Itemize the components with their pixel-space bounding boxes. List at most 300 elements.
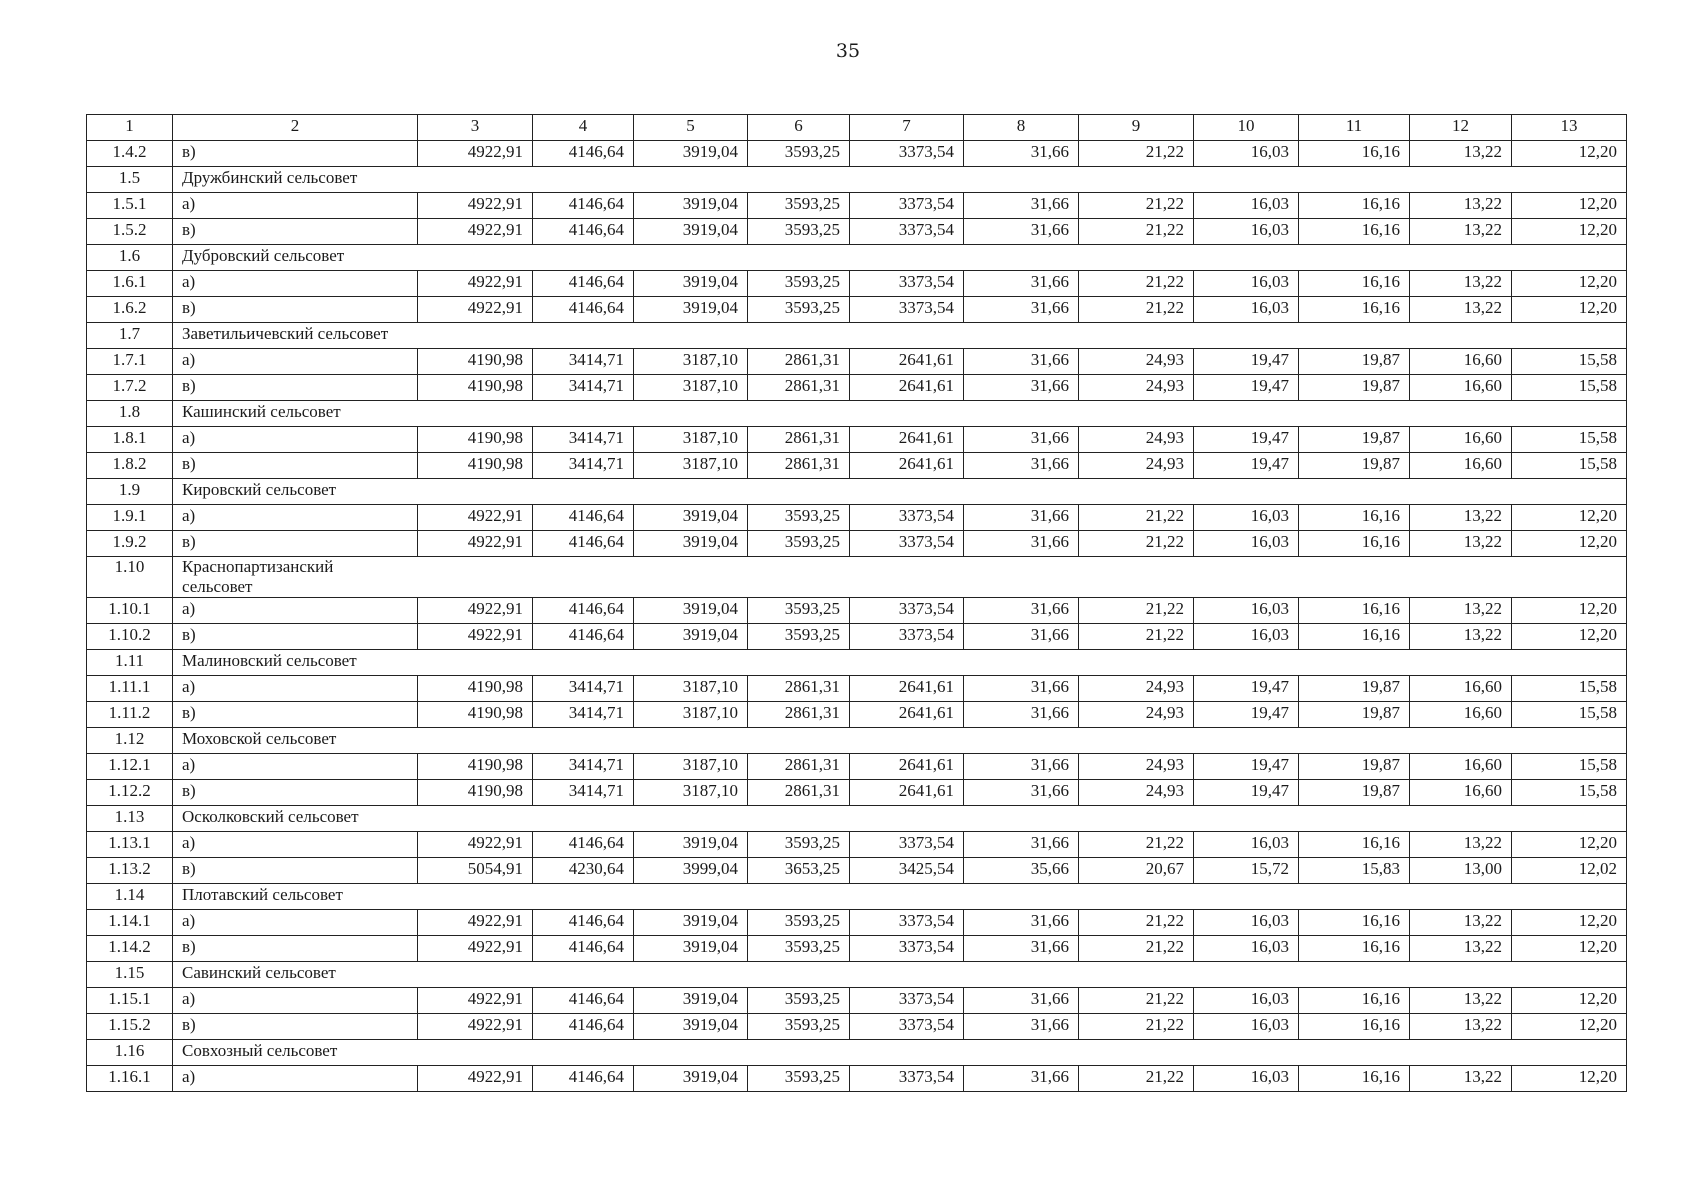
value-cell: 4146,64 — [533, 624, 634, 650]
row-label: а) — [173, 754, 418, 780]
value-cell: 4922,91 — [418, 531, 533, 557]
row-label: в) — [173, 453, 418, 479]
value-cell: 19,87 — [1299, 349, 1410, 375]
value-cell: 13,22 — [1410, 141, 1512, 167]
value-cell: 19,47 — [1194, 780, 1299, 806]
row-label: в) — [173, 141, 418, 167]
row-code: 1.10.1 — [87, 598, 173, 624]
value-cell: 4230,64 — [533, 858, 634, 884]
value-cell: 15,58 — [1512, 780, 1627, 806]
value-cell: 4922,91 — [418, 1066, 533, 1092]
value-cell: 31,66 — [964, 988, 1079, 1014]
value-cell: 13,22 — [1410, 598, 1512, 624]
value-cell: 16,16 — [1299, 193, 1410, 219]
row-code: 1.5.1 — [87, 193, 173, 219]
row-label: а) — [173, 349, 418, 375]
value-cell: 4146,64 — [533, 988, 634, 1014]
value-cell: 13,22 — [1410, 910, 1512, 936]
value-cell: 12,20 — [1512, 193, 1627, 219]
row-code: 1.15.2 — [87, 1014, 173, 1040]
value-cell: 31,66 — [964, 271, 1079, 297]
row-code: 1.13.2 — [87, 858, 173, 884]
value-cell: 16,03 — [1194, 832, 1299, 858]
value-cell: 4190,98 — [418, 453, 533, 479]
value-cell: 16,60 — [1410, 427, 1512, 453]
value-cell: 3919,04 — [634, 910, 748, 936]
row-code: 1.4.2 — [87, 141, 173, 167]
group-row — [87, 650, 1627, 676]
value-cell: 21,22 — [1079, 297, 1194, 323]
value-cell: 16,03 — [1194, 1066, 1299, 1092]
group-name-text: Малиновский сельсовет — [182, 651, 357, 670]
group-name — [173, 401, 1627, 427]
row-label: в) — [173, 531, 418, 557]
group-name — [173, 245, 1627, 271]
value-cell: 16,16 — [1299, 598, 1410, 624]
value-cell: 2861,31 — [748, 676, 850, 702]
group-name — [173, 728, 1627, 754]
value-cell: 19,47 — [1194, 676, 1299, 702]
value-cell: 13,00 — [1410, 858, 1512, 884]
row-label: а) — [173, 271, 418, 297]
row-label: а) — [173, 193, 418, 219]
value-cell: 31,66 — [964, 754, 1079, 780]
value-cell: 19,47 — [1194, 427, 1299, 453]
value-cell: 24,93 — [1079, 375, 1194, 401]
row-code: 1.8.2 — [87, 453, 173, 479]
row-label: в) — [173, 1014, 418, 1040]
value-cell: 15,83 — [1299, 858, 1410, 884]
group-name — [173, 884, 1627, 910]
value-cell: 16,16 — [1299, 505, 1410, 531]
value-cell: 3373,54 — [850, 531, 964, 557]
table-row — [87, 297, 1627, 323]
group-name-text: Краснопартизанский сельсовет — [182, 557, 334, 596]
value-cell: 12,20 — [1512, 936, 1627, 962]
group-name — [173, 1040, 1627, 1066]
value-cell: 3373,54 — [850, 193, 964, 219]
row-label: а) — [173, 910, 418, 936]
group-name-text: Дружбинский сельсовет — [182, 168, 358, 187]
table-row — [87, 676, 1627, 702]
row-label: в) — [173, 858, 418, 884]
value-cell: 16,03 — [1194, 193, 1299, 219]
value-cell: 3919,04 — [634, 141, 748, 167]
value-cell: 4146,64 — [533, 219, 634, 245]
group-name — [173, 557, 1627, 598]
table-row — [87, 910, 1627, 936]
group-name-text: Совхозный сельсовет — [182, 1041, 338, 1060]
value-cell: 31,66 — [964, 1014, 1079, 1040]
value-cell: 4922,91 — [418, 297, 533, 323]
value-cell: 3593,25 — [748, 598, 850, 624]
value-cell: 3187,10 — [634, 427, 748, 453]
value-cell: 4922,91 — [418, 936, 533, 962]
value-cell: 3593,25 — [748, 832, 850, 858]
value-cell: 31,66 — [964, 219, 1079, 245]
value-cell: 24,93 — [1079, 676, 1194, 702]
table-row — [87, 193, 1627, 219]
value-cell: 2641,61 — [850, 702, 964, 728]
value-cell: 4146,64 — [533, 505, 634, 531]
value-cell: 31,66 — [964, 702, 1079, 728]
row-label: а) — [173, 1066, 418, 1092]
row-code: 1.12.1 — [87, 754, 173, 780]
row-code: 1.15.1 — [87, 988, 173, 1014]
value-cell: 3187,10 — [634, 702, 748, 728]
value-cell: 16,03 — [1194, 141, 1299, 167]
value-cell: 21,22 — [1079, 936, 1194, 962]
header-cell: 1 — [87, 115, 173, 141]
value-cell: 21,22 — [1079, 505, 1194, 531]
row-code: 1.14.2 — [87, 936, 173, 962]
value-cell: 2641,61 — [850, 780, 964, 806]
value-cell: 2861,31 — [748, 453, 850, 479]
header-row — [87, 115, 1627, 141]
value-cell: 3425,54 — [850, 858, 964, 884]
value-cell: 16,60 — [1410, 676, 1512, 702]
row-code: 1.11.2 — [87, 702, 173, 728]
value-cell: 3373,54 — [850, 219, 964, 245]
value-cell: 16,60 — [1410, 349, 1512, 375]
value-cell: 4922,91 — [418, 832, 533, 858]
value-cell: 31,66 — [964, 624, 1079, 650]
row-code: 1.14.1 — [87, 910, 173, 936]
value-cell: 3414,71 — [533, 427, 634, 453]
value-cell: 3593,25 — [748, 141, 850, 167]
value-cell: 12,20 — [1512, 297, 1627, 323]
value-cell: 21,22 — [1079, 988, 1194, 1014]
value-cell: 3373,54 — [850, 1066, 964, 1092]
row-label: в) — [173, 780, 418, 806]
value-cell: 31,66 — [964, 427, 1079, 453]
value-cell: 12,20 — [1512, 1066, 1627, 1092]
value-cell: 3919,04 — [634, 297, 748, 323]
value-cell: 24,93 — [1079, 453, 1194, 479]
value-cell: 13,22 — [1410, 624, 1512, 650]
value-cell: 4190,98 — [418, 349, 533, 375]
value-cell: 16,16 — [1299, 624, 1410, 650]
value-cell: 4146,64 — [533, 910, 634, 936]
value-cell: 3373,54 — [850, 832, 964, 858]
header-cell: 6 — [748, 115, 850, 141]
value-cell: 4922,91 — [418, 624, 533, 650]
value-cell: 16,16 — [1299, 297, 1410, 323]
value-cell: 15,58 — [1512, 427, 1627, 453]
table-body — [87, 115, 1627, 1092]
value-cell: 31,66 — [964, 349, 1079, 375]
value-cell: 13,22 — [1410, 936, 1512, 962]
row-code: 1.14 — [87, 884, 173, 910]
value-cell: 19,87 — [1299, 780, 1410, 806]
value-cell: 4190,98 — [418, 754, 533, 780]
row-code: 1.5 — [87, 167, 173, 193]
value-cell: 15,58 — [1512, 349, 1627, 375]
value-cell: 21,22 — [1079, 219, 1194, 245]
value-cell: 2861,31 — [748, 702, 850, 728]
row-code: 1.9 — [87, 479, 173, 505]
value-cell: 15,58 — [1512, 453, 1627, 479]
value-cell: 3414,71 — [533, 780, 634, 806]
value-cell: 3919,04 — [634, 1014, 748, 1040]
value-cell: 2861,31 — [748, 427, 850, 453]
value-cell: 16,60 — [1410, 780, 1512, 806]
value-cell: 19,87 — [1299, 375, 1410, 401]
group-name-text: Кировский сельсовет — [182, 480, 337, 499]
value-cell: 13,22 — [1410, 219, 1512, 245]
value-cell: 21,22 — [1079, 193, 1194, 219]
value-cell: 4146,64 — [533, 936, 634, 962]
row-label: а) — [173, 988, 418, 1014]
header-cell: 2 — [173, 115, 418, 141]
value-cell: 21,22 — [1079, 910, 1194, 936]
value-cell: 31,66 — [964, 832, 1079, 858]
group-row — [87, 728, 1627, 754]
value-cell: 24,93 — [1079, 349, 1194, 375]
row-label: а) — [173, 427, 418, 453]
value-cell: 3187,10 — [634, 453, 748, 479]
table-row — [87, 858, 1627, 884]
row-label: в) — [173, 375, 418, 401]
table-row — [87, 702, 1627, 728]
value-cell: 12,20 — [1512, 271, 1627, 297]
table-row — [87, 505, 1627, 531]
table-row — [87, 1066, 1627, 1092]
table-row — [87, 427, 1627, 453]
value-cell: 16,03 — [1194, 297, 1299, 323]
group-row — [87, 479, 1627, 505]
value-cell: 13,22 — [1410, 531, 1512, 557]
value-cell: 4922,91 — [418, 598, 533, 624]
table-row — [87, 219, 1627, 245]
value-cell: 24,93 — [1079, 754, 1194, 780]
row-label: в) — [173, 219, 418, 245]
value-cell: 3593,25 — [748, 505, 850, 531]
value-cell: 3373,54 — [850, 271, 964, 297]
value-cell: 16,60 — [1410, 702, 1512, 728]
value-cell: 15,58 — [1512, 754, 1627, 780]
group-name-text: Савинский сельсовет — [182, 963, 336, 982]
value-cell: 16,16 — [1299, 936, 1410, 962]
value-cell: 12,20 — [1512, 910, 1627, 936]
value-cell: 12,20 — [1512, 624, 1627, 650]
value-cell: 3187,10 — [634, 349, 748, 375]
row-label: в) — [173, 297, 418, 323]
value-cell: 16,16 — [1299, 219, 1410, 245]
value-cell: 21,22 — [1079, 1066, 1194, 1092]
value-cell: 16,60 — [1410, 375, 1512, 401]
value-cell: 12,20 — [1512, 219, 1627, 245]
value-cell: 4190,98 — [418, 375, 533, 401]
row-code: 1.9.1 — [87, 505, 173, 531]
row-code: 1.5.2 — [87, 219, 173, 245]
value-cell: 4146,64 — [533, 1066, 634, 1092]
value-cell: 2861,31 — [748, 780, 850, 806]
row-code: 1.12.2 — [87, 780, 173, 806]
header-cell: 3 — [418, 115, 533, 141]
value-cell: 16,03 — [1194, 598, 1299, 624]
value-cell: 3593,25 — [748, 624, 850, 650]
value-cell: 15,58 — [1512, 702, 1627, 728]
value-cell: 4190,98 — [418, 702, 533, 728]
header-cell: 9 — [1079, 115, 1194, 141]
value-cell: 2861,31 — [748, 349, 850, 375]
row-label: а) — [173, 676, 418, 702]
value-cell: 21,22 — [1079, 624, 1194, 650]
row-code: 1.10.2 — [87, 624, 173, 650]
value-cell: 2641,61 — [850, 453, 964, 479]
group-name — [173, 650, 1627, 676]
value-cell: 3414,71 — [533, 676, 634, 702]
row-code: 1.8 — [87, 401, 173, 427]
value-cell: 13,22 — [1410, 297, 1512, 323]
group-row — [87, 401, 1627, 427]
value-cell: 12,20 — [1512, 1014, 1627, 1040]
row-code: 1.7.1 — [87, 349, 173, 375]
value-cell: 16,03 — [1194, 531, 1299, 557]
value-cell: 31,66 — [964, 780, 1079, 806]
header-cell: 8 — [964, 115, 1079, 141]
value-cell: 3919,04 — [634, 1066, 748, 1092]
value-cell: 3593,25 — [748, 910, 850, 936]
value-cell: 3593,25 — [748, 271, 850, 297]
value-cell: 3373,54 — [850, 141, 964, 167]
row-code: 1.12 — [87, 728, 173, 754]
value-cell: 13,22 — [1410, 832, 1512, 858]
value-cell: 31,66 — [964, 297, 1079, 323]
value-cell: 2641,61 — [850, 349, 964, 375]
value-cell: 24,93 — [1079, 427, 1194, 453]
value-cell: 3593,25 — [748, 936, 850, 962]
value-cell: 31,66 — [964, 375, 1079, 401]
value-cell: 21,22 — [1079, 141, 1194, 167]
value-cell: 3999,04 — [634, 858, 748, 884]
value-cell: 3919,04 — [634, 271, 748, 297]
value-cell: 16,16 — [1299, 832, 1410, 858]
value-cell: 16,16 — [1299, 1014, 1410, 1040]
value-cell: 3919,04 — [634, 832, 748, 858]
value-cell: 3373,54 — [850, 1014, 964, 1040]
value-cell: 4922,91 — [418, 988, 533, 1014]
value-cell: 16,16 — [1299, 141, 1410, 167]
value-cell: 3187,10 — [634, 676, 748, 702]
group-name-text: Плотавский сельсовет — [182, 885, 343, 904]
row-code: 1.13.1 — [87, 832, 173, 858]
value-cell: 3187,10 — [634, 375, 748, 401]
table-row — [87, 832, 1627, 858]
value-cell: 4922,91 — [418, 271, 533, 297]
value-cell: 19,47 — [1194, 349, 1299, 375]
group-row — [87, 557, 1627, 598]
group-row — [87, 806, 1627, 832]
table-row — [87, 349, 1627, 375]
table-row — [87, 936, 1627, 962]
table-row — [87, 271, 1627, 297]
value-cell: 12,20 — [1512, 531, 1627, 557]
group-row — [87, 167, 1627, 193]
value-cell: 24,93 — [1079, 702, 1194, 728]
value-cell: 12,02 — [1512, 858, 1627, 884]
value-cell: 2641,61 — [850, 375, 964, 401]
row-code: 1.15 — [87, 962, 173, 988]
value-cell: 15,58 — [1512, 676, 1627, 702]
value-cell: 16,16 — [1299, 910, 1410, 936]
value-cell: 3414,71 — [533, 453, 634, 479]
value-cell: 3919,04 — [634, 936, 748, 962]
row-code: 1.16.1 — [87, 1066, 173, 1092]
value-cell: 4190,98 — [418, 780, 533, 806]
value-cell: 3373,54 — [850, 988, 964, 1014]
value-cell: 3593,25 — [748, 1014, 850, 1040]
value-cell: 16,03 — [1194, 624, 1299, 650]
value-cell: 4922,91 — [418, 141, 533, 167]
value-cell: 3919,04 — [634, 219, 748, 245]
value-cell: 3373,54 — [850, 598, 964, 624]
row-code: 1.11 — [87, 650, 173, 676]
value-cell: 21,22 — [1079, 531, 1194, 557]
value-cell: 12,20 — [1512, 832, 1627, 858]
table-row — [87, 531, 1627, 557]
value-cell: 3414,71 — [533, 349, 634, 375]
value-cell: 16,03 — [1194, 910, 1299, 936]
value-cell: 4922,91 — [418, 505, 533, 531]
value-cell: 3919,04 — [634, 988, 748, 1014]
value-cell: 3593,25 — [748, 219, 850, 245]
value-cell: 19,47 — [1194, 453, 1299, 479]
row-code: 1.6.1 — [87, 271, 173, 297]
group-name — [173, 806, 1627, 832]
value-cell: 2641,61 — [850, 427, 964, 453]
value-cell: 16,03 — [1194, 1014, 1299, 1040]
header-cell: 11 — [1299, 115, 1410, 141]
value-cell: 4922,91 — [418, 1014, 533, 1040]
value-cell: 3414,71 — [533, 702, 634, 728]
group-name — [173, 167, 1627, 193]
value-cell: 16,03 — [1194, 219, 1299, 245]
value-cell: 4146,64 — [533, 297, 634, 323]
value-cell: 16,16 — [1299, 1066, 1410, 1092]
value-cell: 16,03 — [1194, 988, 1299, 1014]
value-cell: 35,66 — [964, 858, 1079, 884]
table-row — [87, 1014, 1627, 1040]
header-cell: 7 — [850, 115, 964, 141]
value-cell: 31,66 — [964, 505, 1079, 531]
group-name-text: Осколковский сельсовет — [182, 807, 359, 826]
value-cell: 3373,54 — [850, 910, 964, 936]
value-cell: 3414,71 — [533, 754, 634, 780]
row-code: 1.10 — [87, 557, 173, 598]
value-cell: 19,87 — [1299, 453, 1410, 479]
value-cell: 31,66 — [964, 676, 1079, 702]
value-cell: 15,72 — [1194, 858, 1299, 884]
value-cell: 13,22 — [1410, 1014, 1512, 1040]
table-row — [87, 780, 1627, 806]
value-cell: 19,47 — [1194, 702, 1299, 728]
value-cell: 2641,61 — [850, 676, 964, 702]
group-name-text: Заветильичевский сельсовет — [182, 324, 389, 343]
value-cell: 2861,31 — [748, 754, 850, 780]
table-row — [87, 754, 1627, 780]
value-cell: 13,22 — [1410, 505, 1512, 531]
value-cell: 31,66 — [964, 598, 1079, 624]
value-cell: 31,66 — [964, 141, 1079, 167]
header-cell: 4 — [533, 115, 634, 141]
value-cell: 31,66 — [964, 936, 1079, 962]
value-cell: 4146,64 — [533, 832, 634, 858]
value-cell: 31,66 — [964, 910, 1079, 936]
value-cell: 12,20 — [1512, 598, 1627, 624]
value-cell: 4146,64 — [533, 531, 634, 557]
